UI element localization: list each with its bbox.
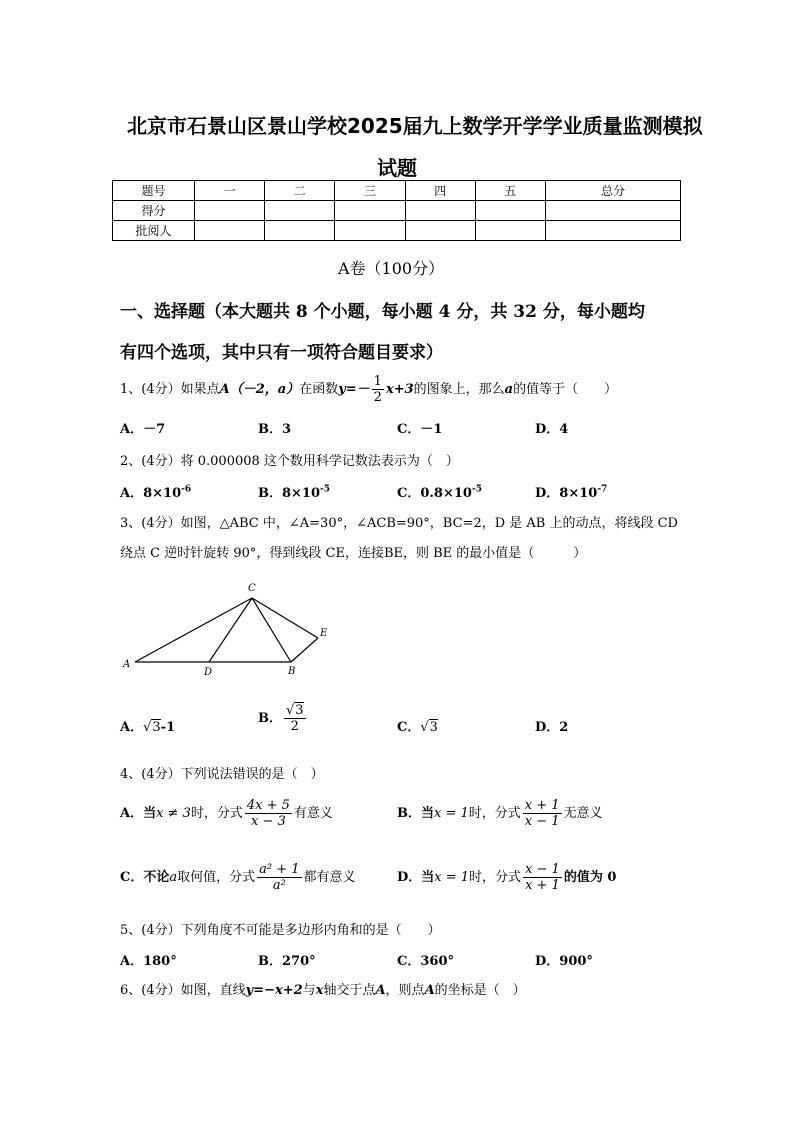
question-text: 在函数 [299,382,339,397]
option-b[interactable] [258,703,308,734]
fraction-numerator: 4x + 5 [246,798,290,813]
option-d[interactable] [397,862,616,893]
option-text: 都有意义 [303,870,356,885]
option-a[interactable]: A．－7 [120,422,166,437]
fraction-denominator: x − 1 [524,814,560,829]
option-label: C． [397,720,421,735]
point-label: A [424,983,435,998]
table-cell[interactable] [265,221,335,241]
function-lhs: y=－ [338,382,370,397]
point-label: A（－2，a） [219,382,300,397]
fraction [284,703,306,734]
option-a[interactable]: A．180° [120,954,177,969]
question-text: 的坐标是（ ） [434,983,526,998]
fraction-denominator: x + 1 [525,878,560,893]
page-title-line2: 试题 [377,156,417,180]
table-cell[interactable] [546,201,681,221]
option-text: 取何值，分式 [177,870,256,885]
condition: a [169,870,178,885]
option-b[interactable] [397,798,603,829]
option-c[interactable] [397,716,438,735]
question-3-line2: 绕点 C 逆时针旋转 90°，得到线段 CE，连接BE，则 BE 的最小值是（ ） [120,546,587,561]
question-text: 1、(4分）如果点 [120,382,220,397]
variable: a [504,382,514,397]
table-cell[interactable] [546,221,681,241]
table-cell: 批阅人 [113,221,195,241]
exponent: -5 [471,484,482,495]
option-c[interactable] [397,482,482,501]
section-heading: 一、选择题（本大题共 8 个小题，每小题 4 分，共 32 分，每小题均 [120,302,645,322]
question-1 [120,374,617,405]
exponent: -7 [597,484,608,495]
option-a[interactable] [120,716,175,735]
option-d[interactable]: D．900° [535,954,593,969]
triangle-figure [118,578,338,680]
page-title: 北京市石景山区景山学校2025届九上数学开学学业质量监测模拟 [127,114,703,138]
table-cell: 五 [475,181,545,201]
question-text: 轴交于点 [323,983,376,998]
sqrt-sign: √ [143,720,152,735]
option-a[interactable] [120,482,191,501]
table-cell[interactable] [265,201,335,221]
option-a[interactable] [120,798,333,829]
fraction-denominator: x − 3 [251,814,286,829]
table-cell: 题号 [113,181,195,201]
radicand: 3 [295,703,304,718]
sqrt-sign: √ [420,720,429,735]
segment-cb [252,598,291,662]
segment-ce [252,598,318,638]
radicand: 3 [152,720,161,735]
label-b: B [288,666,296,677]
option-label: C．0.8×10 [397,486,472,501]
variable: x [315,983,324,998]
table-cell: 四 [405,181,475,201]
table-cell[interactable] [335,221,405,241]
option-text: 有意义 [293,806,333,821]
question-text: 的值等于（ ） [513,382,618,397]
fraction-numerator: x + 1 [524,798,560,813]
label-e: E [320,628,328,639]
segment-cd [209,598,252,662]
question-2: 2、(4分）将 0.000008 这个数用科学记数法表示为（ ） [120,454,459,469]
option-b[interactable]: B．3 [258,422,292,437]
fraction-denominator: 2 [290,719,299,734]
condition: x = 1 [434,806,469,821]
fraction-denominator: a² [272,878,286,893]
exponent: -5 [320,484,331,495]
option-d[interactable] [535,482,607,501]
label-c: C [248,583,256,594]
option-tail: -1 [160,720,176,735]
score-table [112,180,681,241]
function-rhs: x+3 [385,382,414,397]
option-b[interactable]: B．270° [258,954,316,969]
option-label: A．8×10 [120,486,182,501]
table-cell: 总分 [546,181,681,201]
option-b[interactable] [258,482,330,501]
option-text: 的值为 0 [563,870,617,885]
table-cell[interactable] [405,221,475,241]
point-label: A [375,983,386,998]
fraction [257,862,301,893]
function: y=−x+2 [245,983,303,998]
question-text: 与 [302,983,316,998]
question-text: 的图象上，那么 [413,382,505,397]
question-4: 4、(4分）下列说法错误的是（ ） [120,767,324,782]
volume-title: A卷（100分） [338,259,445,278]
option-label: B． [258,711,282,726]
fraction-numerator: 1 [373,374,382,389]
table-cell: 二 [265,181,335,201]
option-d[interactable]: D．4 [535,422,569,437]
fraction-numerator: x − 1 [525,862,560,877]
table-cell[interactable] [195,221,265,241]
condition: x ≠ 3 [156,806,191,821]
fraction-numerator: a² + 1 [259,862,300,877]
label-a: A [123,659,131,670]
question-text: ，则点 [385,983,425,998]
option-label: D．8×10 [535,486,598,501]
table-row [113,181,681,201]
fraction [523,798,562,829]
label-d: D [204,667,213,678]
section-heading-line2: 有四个选项，其中只有一项符合题目要求） [120,343,443,363]
option-c[interactable]: C．360° [397,954,454,969]
option-label: B．8×10 [258,486,321,501]
option-c[interactable] [120,862,356,893]
segment-ac [135,598,252,662]
table-cell: 一 [195,181,265,201]
question-3: 3、(4分）如图，△ABC 中，∠A=30°，∠ACB=90°，BC=2，D 是 AB 上的动点，将线段 CD [120,516,678,531]
table-cell[interactable] [335,201,405,221]
exponent: -6 [181,484,192,495]
question-6 [120,979,526,998]
segment-be [291,638,318,662]
fraction [523,862,562,893]
radicand: 3 [429,720,438,735]
option-prefix: C．不论 [120,870,170,885]
table-cell[interactable] [475,201,545,221]
option-prefix: A．当 [120,806,157,821]
option-text: 时，分式 [468,806,521,821]
fraction [245,798,292,829]
table-cell: 得分 [113,201,195,221]
option-d[interactable]: D．2 [535,720,569,735]
option-text: 无意义 [563,806,603,821]
fraction-denominator: 2 [373,390,382,405]
option-prefix: D．当 [397,870,435,885]
question-5: 5、(4分）下列角度不可能是多边形内角和的是（ ） [120,923,441,938]
option-text: 时，分式 [190,806,243,821]
table-row [113,221,681,241]
option-prefix: B．当 [397,806,434,821]
table-cell[interactable] [195,201,265,221]
condition: x = 1 [434,870,470,885]
table-row [113,201,681,221]
option-text: 时，分式 [469,870,522,885]
table-cell[interactable] [405,201,475,221]
fraction [372,374,384,405]
fraction-numerator: √3 [286,703,304,718]
question-text: 6、(4分）如图，直线 [120,983,246,998]
option-label: A． [120,720,144,735]
table-cell: 三 [335,181,405,201]
option-c[interactable]: C．－1 [397,422,443,437]
table-cell[interactable] [475,221,545,241]
